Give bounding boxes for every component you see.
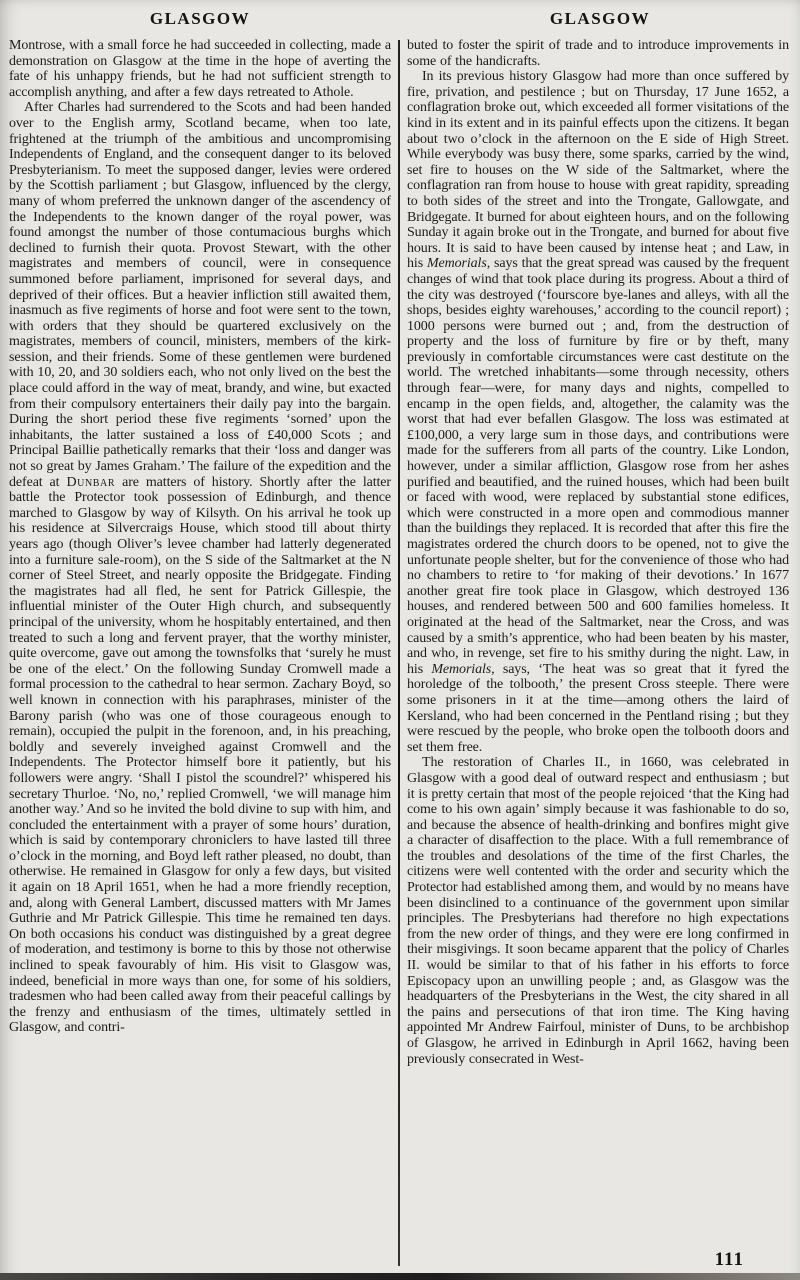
paragraph: buted to foster the spirit of trade and to introduce improvements in some of the handicrafts. xyxy=(407,38,789,69)
page-number: 111 xyxy=(714,1249,744,1270)
paragraph: The restoration of Charles II., in 1660, was celebrated in Glasgow with a good deal of outward respect and enthusiasm ; but it is pretty certain that most of the people rejoiced ‘that the King had come to his own again’ simply because it was fashionable to do so, and because the absence of health-drinking and bonfires might give a character of disaffection to the place. With a full remembrance of the troubles and desolations of the time of the first Charles, the citizens were well contented with the order and security which the Protector had established among them, and would by no means have been disinclined to a continuance of the government upon similar principles. The Presbyterians had therefore no high expectations from the new order of things, and they were ere long confirmed in their misgivings. It soon became apparent that the policy of Charles II. would be similar to that of his father in his efforts to force Episcopacy upon an unwilling people ; and, as Glasgow was the headquarters of the Presbyterians in the West, the city shared in all the pains and persecutions of that iron time. The King having appointed Mr Andrew Fairfoul, minister of Duns, to be archbishop of Glasgow, he arrived in Edinburgh in April 1662, having been previously consecrated in West- xyxy=(407,755,789,1067)
text-columns xyxy=(0,38,800,1276)
left-column xyxy=(9,38,391,1276)
paragraph: After Charles had surrendered to the Scots and had been handed over to the English army, Scotland became, when too late, frightened at the triumph of the ambitious and uncompromising Independents of England, and the consequent danger to its beloved Presbyterianism. To meet the supposed danger, levies were ordered by the Scottish parliament ; but Glasgow, influenced by the clergy, many of whom preferred the unknown danger of the ascendency of the Independents to the known danger of the royal power, was found amongst the number of those contumacious burghs which declined to furnish their quota. Provost Stewart, with the other magistrates and members of council, were in consequence summoned before parliament, imprisoned for several days, and deprived of their offices. But a heavier infliction still awaited them, inasmuch as five regiments of horse and foot were sent to the town, with orders that they should be quartered exclusively on the magistrates, members of council, ministers, members of the kirk-session, and their friends. Some of these gentlemen were burdened with 10, 20, and 30 soldiers each, who not only lived on the best the place could afford in the way of meat, brandy, and wine, but exacted from their compulsory entertainers their daily pay into the bargain. During the short period these five regiments ‘sorned’ upon the inhabitants, the latter sustained a loss of £40,000 Scots ; and Principal Baillie pathetically remarks that their ‘loss and danger was not so great by James Graham.’ The failure of the expedition and the defeat at Dunbar are matters of history. Shortly after the latter battle the Protector took possession of Edinburgh, and thence marched to Glasgow by way of Kilsyth. On his arrival he took up his residence at Silvercraigs House, which stood till about thirty years ago (though Oliver’s levee chamber had latterly degenerated into a furniture sale-room), on the S side of the Saltmarket at the N corner of Steel Street, and nearly opposite the Bridgegate. Finding the magistrates had all fled, he sent for Patrick Gillespie, the influential minister of the Outer High church, and subsequently principal of the university, whom he hospitably entertained, and then treated to such a long and fervent prayer, that the worthy minister, quite overcome, gave out among the townsfolks that ‘surely he must be one of the elect.’ On the following Sunday Cromwell made a formal procession to the cathedral to hear sermon. Zachary Boyd, so well known in connection with his paraphrases, minister of the Barony parish (who was one of those courageous enough to remain), occupied the pulpit in the forenoon, and, in his preaching, boldly and severely inveighed against Cromwell and the Independents. The Protector himself bore it patiently, but his followers were angry. ‘Shall I pistol the scoundrel?’ whispered his secretary Thurloe. ‘No, no,’ replied Cromwell, ‘we will manage him another way.’ And so he invited the bold divine to sup with him, and concluded the entertainment with a prayer of some hours’ duration, which is said by contemporary chroniclers to have lasted till three o’clock in the morning, and Boyd left rather pleased, no doubt, than otherwise. He remained in Glasgow for only a few days, but visited it again on 18 April 1651, when he had a more friendly reception, and, along with General Lambert, discussed matters with Mr James Guthrie and Mr Patrick Gillespie. This time he remained ten days. On both occasions his conduct was distinguished by a great degree of moderation, and testimony is borne to this by those not otherwise inclined to speak favourably of him. His visit to Glasgow was, indeed, beneficial in more ways than one, for some of his soldiers, tradesmen who had been called away from their peaceful callings by the frenzy and enthusiasm of the times, ultimately settled in Glasgow, and contri- xyxy=(9,100,391,1036)
right-column xyxy=(407,38,789,1276)
running-head-left: GLASGOW xyxy=(149,9,251,28)
column-divider-rule xyxy=(398,40,400,1266)
paragraph: In its previous history Glasgow had more than once suffered by fire, privation, and pestilence ; but on Thursday, 17 June 1652, a conflagration broke out, which exceeded all former visitations of the kind in its extent and in its painful effects upon the citizens. It began about two o’clock in the afternoon on the E side of High Street. While everybody was busy there, some sparks, carried by the wind, set fire to houses on the W side of the Saltmarket, where the conflagration ran from house to house with great rapidity, spreading to both sides of the street and into the Trongate, Gallowgate, and Bridgegate. It burned for about eighteen hours, and on the following Sunday it again broke out in the Trongate, and burned for about five hours. It is said to have been caused by intense heat ; and Law, in his Memorials, says that the great spread was caused by the frequent changes of wind that took place during its progress. About a third of the city was destroyed (‘fourscore bye-lanes and alleys, with all the shops, besides eighty warehouses,’ according to the council report) ; 1000 persons were burned out ; and, from the destruction of property and the loss of furniture by fire or by theft, many previously in comfortable circumstances were cast destitute on the world. The wretched inhabitants—some through necessity, others through fear—were, for many days and nights, compelled to encamp in the open fields, and, altogether, the calamity was the worst that had ever befallen Glasgow. The loss was estimated at £100,000, a very large sum in those days, and contributions were made for the sufferers from all parts of the country. Like London, however, under a similar affliction, Glasgow rose from her ashes purified and beautified, and the ruined houses, which had been built or faced with wood, were replaced by substantial stone edifices, which were constructed in a more open and commodious manner than the buildings they replaced. It is recorded that after this fire the magistrates ordered the church doors to be opened, not to give the unfortunate people shelter, but for the convenience of those who had no chambers to retire to ‘for making of their devotions.’ In 1677 another great fire took place in Glasgow, which destroyed 136 houses, and rendered between 500 and 600 families homeless. It originated at the head of the Saltmarket, near the Cross, and was caused by a smith’s apprentice, who had been beaten by his master, and who, in revenge, set fire to his smithy during the night. Law, in his Memorials, says, ‘The heat was so great that it fyred the horoledge of the tolbooth,’ the present Cross steeple. There were some prisoners in it at the time—among others the laird of Kersland, who had been concerned in the Pentland rising ; but they were rescued by the people, who broke open the tolbooth doors and set them free. xyxy=(407,69,789,755)
scan-edge-artifact xyxy=(0,1273,800,1280)
running-heads xyxy=(0,0,800,38)
running-head-right: GLASGOW xyxy=(549,9,651,28)
paragraph: Montrose, with a small force he had succeeded in collecting, made a demonstration on Glasgow at the time in the hope of averting the fate of his unhappy friends, but he had not sufficient strength to accomplish anything, and after a few days retreated to Athole. xyxy=(9,38,391,100)
